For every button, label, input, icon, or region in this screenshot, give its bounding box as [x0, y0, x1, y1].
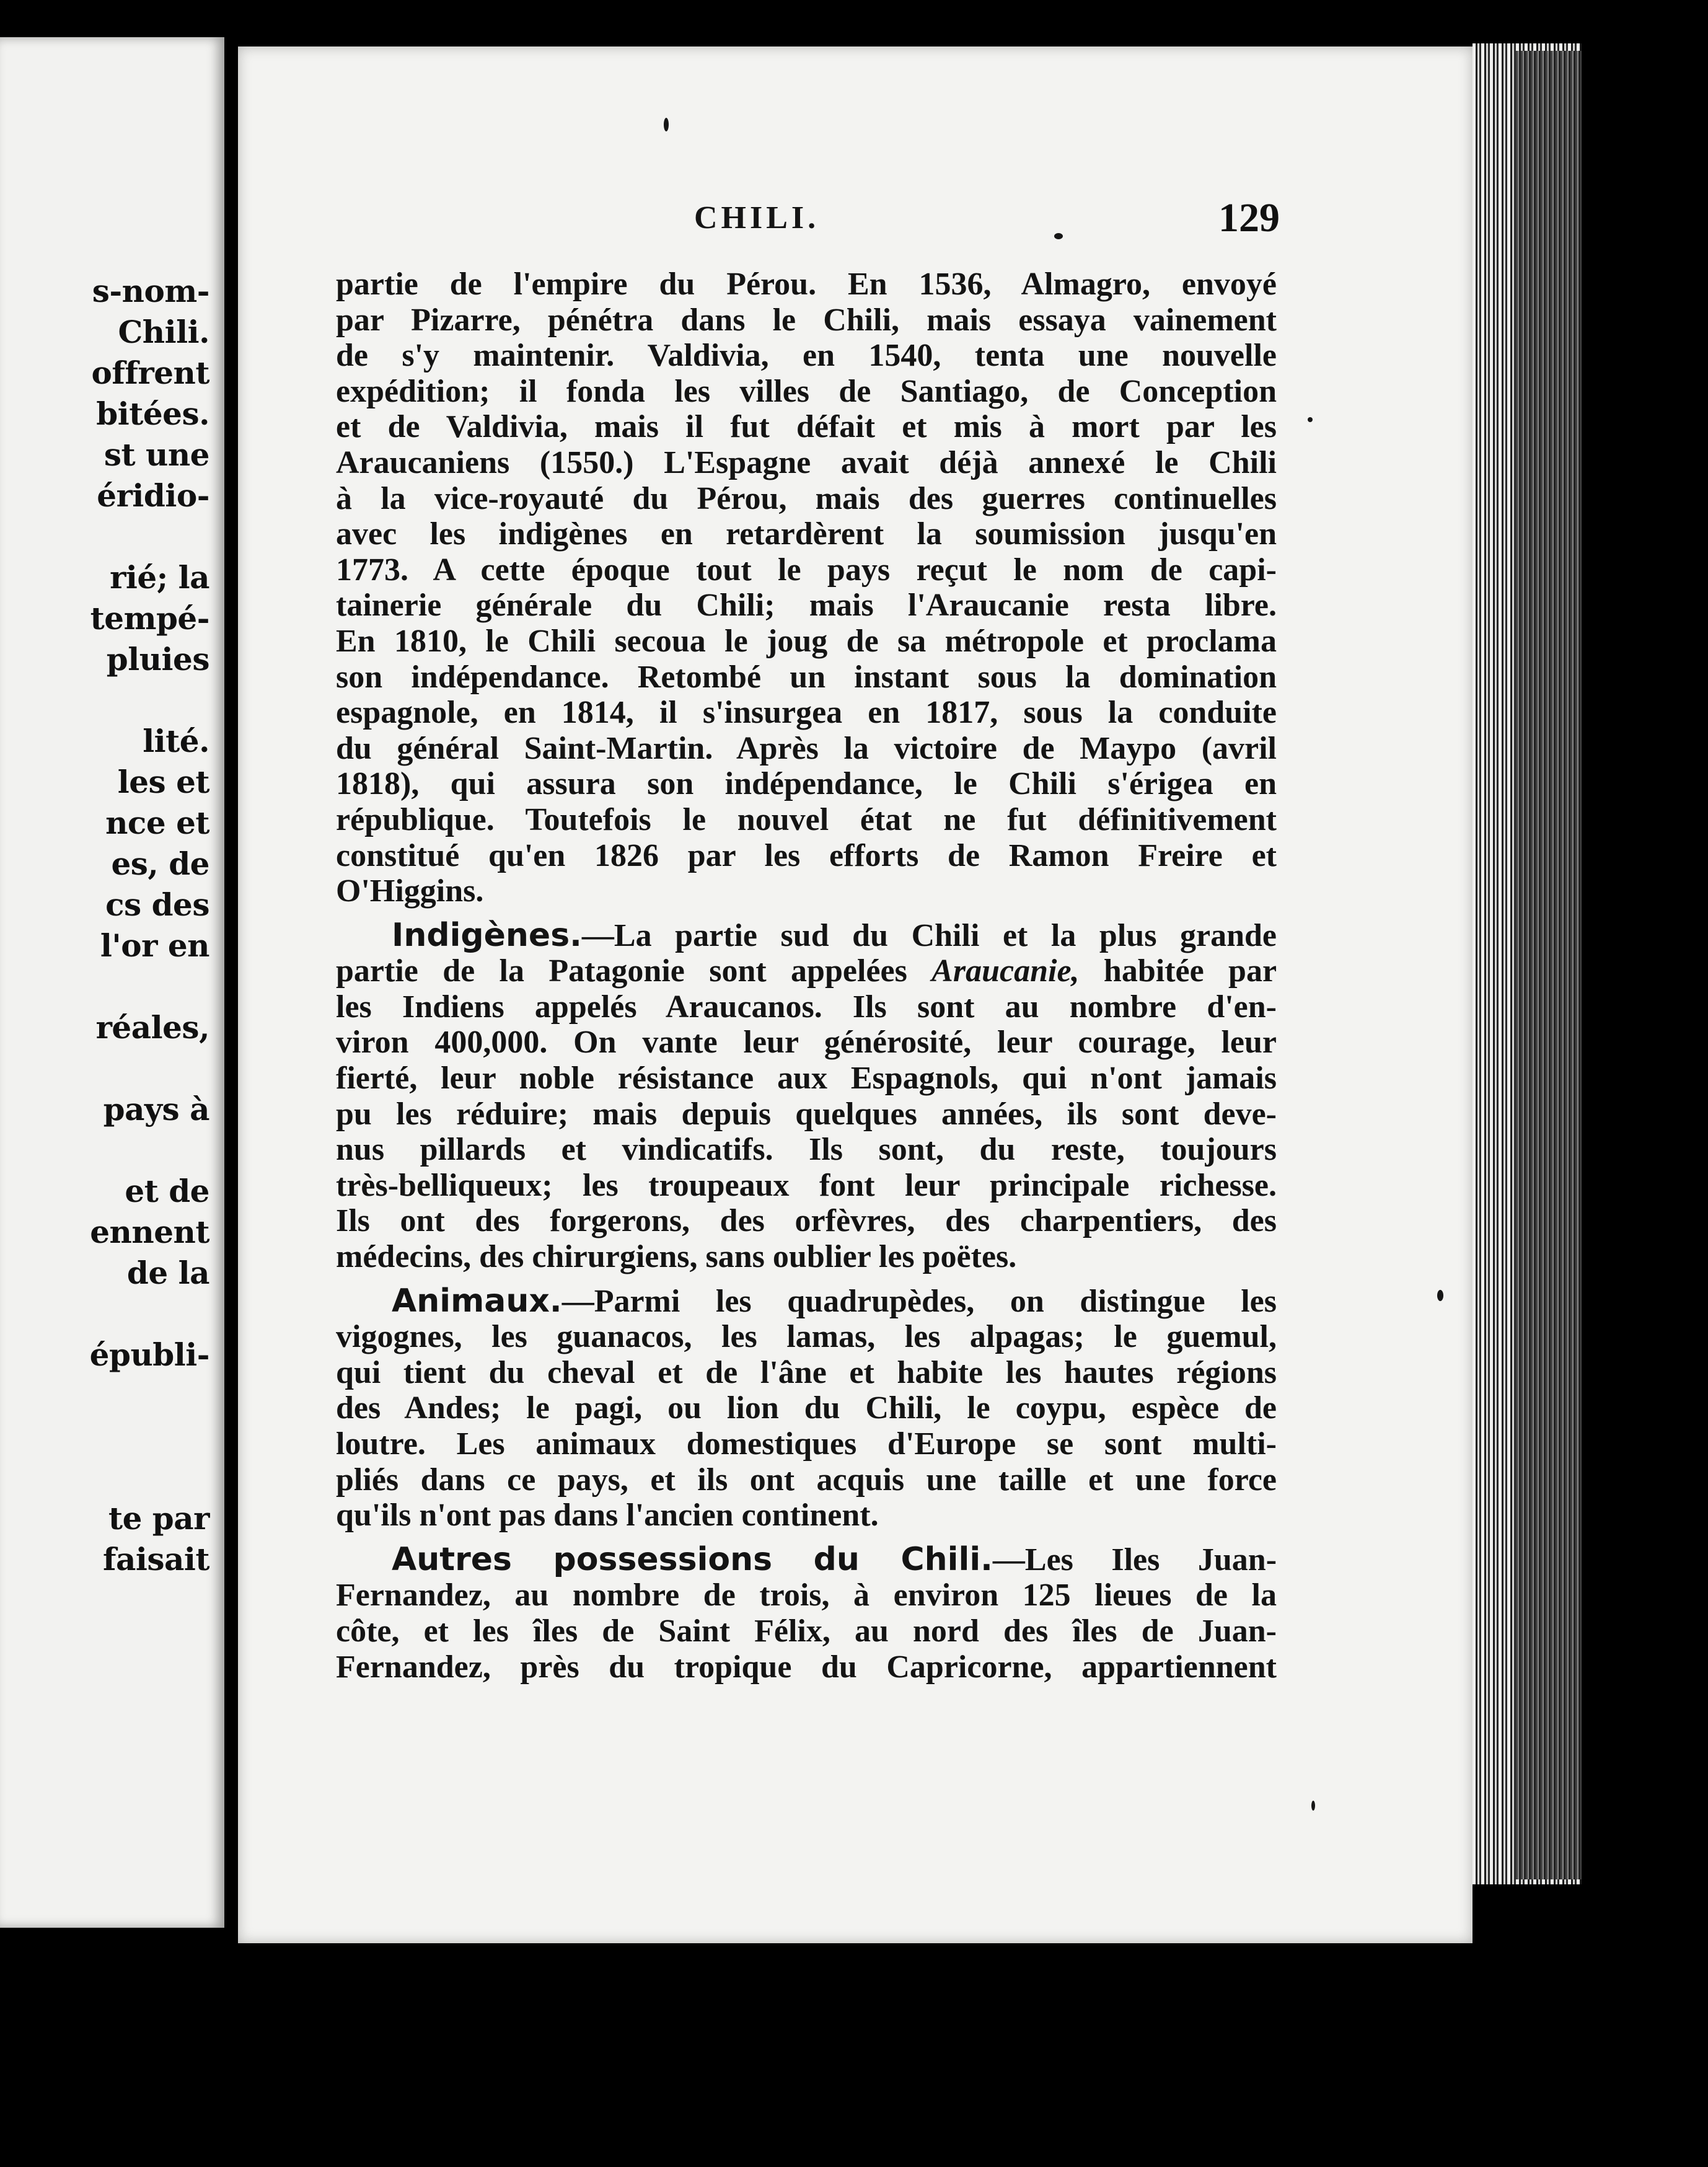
text-line: Fernandez, près du tropique du Capricorne, appartiennent	[336, 1649, 1277, 1685]
text-fragment: —Les Iles Juan-	[992, 1542, 1277, 1578]
text-line: pu les réduire; mais depuis quelques années, ils sont deve-	[336, 1096, 1277, 1132]
text-line: très-belliqueux; les troupeaux font leur principale richesse.	[336, 1167, 1277, 1203]
left-page-text-fragment: pluies	[106, 641, 209, 677]
text-line: 1773. A cette époque tout le pays reçut le nom de capi-	[336, 552, 1277, 588]
left-page-text-fragment: lité.	[143, 723, 209, 759]
text-line: qui tient du cheval et de l'âne et habite les hautes régions	[336, 1354, 1277, 1390]
left-page-text-fragment: cs des	[105, 886, 209, 923]
text-line: à la vice-royauté du Pérou, mais des guerres continuelles	[336, 480, 1277, 516]
left-page-text-fragment: st une	[103, 436, 209, 473]
left-page-text-fragment: rié; la	[110, 559, 209, 596]
text-line: par Pizarre, pénétra dans le Chili, mais essaya vainement	[336, 302, 1277, 338]
text-line	[336, 1542, 1277, 1578]
ink-spot	[1308, 417, 1313, 422]
left-page-text-fragment: l'or en	[100, 927, 209, 964]
paragraph-history	[336, 267, 1277, 909]
text-line: Fernandez, au nombre de trois, à environ 125 lieues de la	[336, 1578, 1277, 1613]
text-line: expédition; il fonda les villes de Santiago, de Conception	[336, 373, 1277, 409]
text-line: les Indiens appelés Araucanos. Ils sont au nombre d'en-	[336, 989, 1277, 1025]
text-line	[336, 918, 1277, 954]
section-heading: Indigènes.	[392, 917, 582, 954]
left-page-text-fragment: Chili.	[118, 314, 209, 350]
text-line: nus pillards et vindicatifs. Ils sont, du reste, toujours	[336, 1132, 1277, 1168]
left-page-text-fragment: nce et	[105, 805, 209, 841]
text-fragment: habitée par	[1103, 953, 1277, 989]
text-line: 1818), qui assura son indépendance, le Chili s'érigea en	[336, 766, 1277, 802]
ink-spot	[1054, 233, 1063, 239]
text-line: du général Saint-Martin. Après la victoire de Maypo (avril	[336, 730, 1277, 766]
left-page-text-fragment: offrent	[91, 355, 209, 391]
left-page-text-fragment: épubli-	[89, 1336, 209, 1373]
text-line: constitué qu'en 1826 par les efforts de Ramon Freire et	[336, 837, 1277, 873]
running-head: CHILI.	[694, 200, 820, 236]
left-page-fragment	[0, 37, 224, 1928]
text-line: côte, et les îles de Saint Félix, au nord des îles de Juan-	[336, 1613, 1277, 1649]
text-line: Araucaniens (1550.) L'Espagne avait déjà annexé le Chili	[336, 444, 1277, 480]
text-line: pliés dans ce pays, et ils ont acquis une taille et une force	[336, 1462, 1277, 1498]
left-page-text-fragment: de la	[126, 1255, 209, 1291]
text-line: tainerie générale du Chili; mais l'Araucanie resta libre.	[336, 588, 1277, 624]
text-line	[336, 1284, 1277, 1320]
left-page-text-fragment: les et	[117, 764, 209, 800]
left-page-text-fragment: es, de	[111, 845, 209, 882]
text-line: partie de l'empire du Pérou. En 1536, Almagro, envoyé	[336, 267, 1277, 302]
text-line	[336, 953, 1277, 989]
text-fragment: —La partie sud du Chili et la plus grande	[581, 917, 1277, 953]
ink-spot	[664, 118, 669, 131]
text-line: En 1810, le Chili secoua le joug de sa métropole et proclama	[336, 623, 1277, 659]
text-line: médecins, des chirurgiens, sans oublier les poëtes.	[336, 1239, 1017, 1275]
left-page-text-fragment: faisait	[102, 1541, 209, 1578]
left-page-text-fragment: te par	[108, 1500, 209, 1537]
text-line: qu'ils n'ont pas dans l'ancien continent.	[336, 1498, 879, 1534]
page-number: 129	[1218, 195, 1280, 241]
left-page-text-fragment: pays à	[103, 1091, 209, 1128]
page-edges-shadow	[1516, 51, 1582, 1879]
section-heading: Animaux.	[392, 1283, 562, 1320]
text-line: viron 400,000. On vante leur générosité, leur courage, leur	[336, 1025, 1277, 1061]
left-page-text-fragment: s-nom-	[92, 273, 209, 309]
text-line: son indépendance. Retombé un instant sous la domination	[336, 659, 1277, 695]
text-line: O'Higgins.	[336, 873, 484, 909]
text-line: des Andes; le pagi, ou lion du Chili, le coypu, espèce de	[336, 1390, 1277, 1426]
left-page-text-fragment: tempé-	[90, 600, 209, 637]
paragraph-animaux	[336, 1284, 1277, 1534]
text-line: avec les indigènes en retardèrent la soumission jusqu'en	[336, 516, 1277, 552]
text-line: de s'y maintenir. Valdivia, en 1540, tenta une nouvelle	[336, 338, 1277, 374]
left-page-text-fragment: bitées.	[96, 395, 209, 432]
section-heading: Autres possessions du Chili.	[392, 1542, 993, 1578]
paragraph-indigenes	[336, 918, 1277, 1275]
ink-spot	[1311, 1801, 1315, 1811]
left-page-text-fragment: ennent	[90, 1214, 209, 1250]
left-page-text-fragment: et de	[125, 1173, 209, 1209]
text-line: Ils ont des forgerons, des orfèvres, des charpentiers, des	[336, 1203, 1277, 1239]
left-page-text-fragment: éridio-	[97, 477, 209, 514]
text-line: espagnole, en 1814, il s'insurgea en 1817, sous la conduite	[336, 695, 1277, 731]
text-line: vigognes, les guanacos, les lamas, les alpagas; le guemul,	[336, 1319, 1277, 1355]
text-line: république. Toutefois le nouvel état ne fut définitivement	[336, 801, 1277, 837]
ink-spot	[1437, 1290, 1443, 1301]
italic-term: Araucanie,	[931, 953, 1080, 989]
left-page-text-fragment: réales,	[95, 1009, 209, 1046]
paragraph-possessions	[336, 1542, 1277, 1685]
text-line: loutre. Les animaux domestiques d'Europe se sont multi-	[336, 1426, 1277, 1462]
text-line: fierté, leur noble résistance aux Espagnols, qui n'ont jamais	[336, 1061, 1277, 1097]
body-text	[336, 267, 1277, 1685]
text-fragment: partie de la Patagonie sont appelées	[336, 953, 907, 989]
text-fragment: —Parmi les quadrupèdes, on distingue les	[561, 1283, 1277, 1319]
text-line: et de Valdivia, mais il fut défait et mis à mort par les	[336, 409, 1277, 445]
